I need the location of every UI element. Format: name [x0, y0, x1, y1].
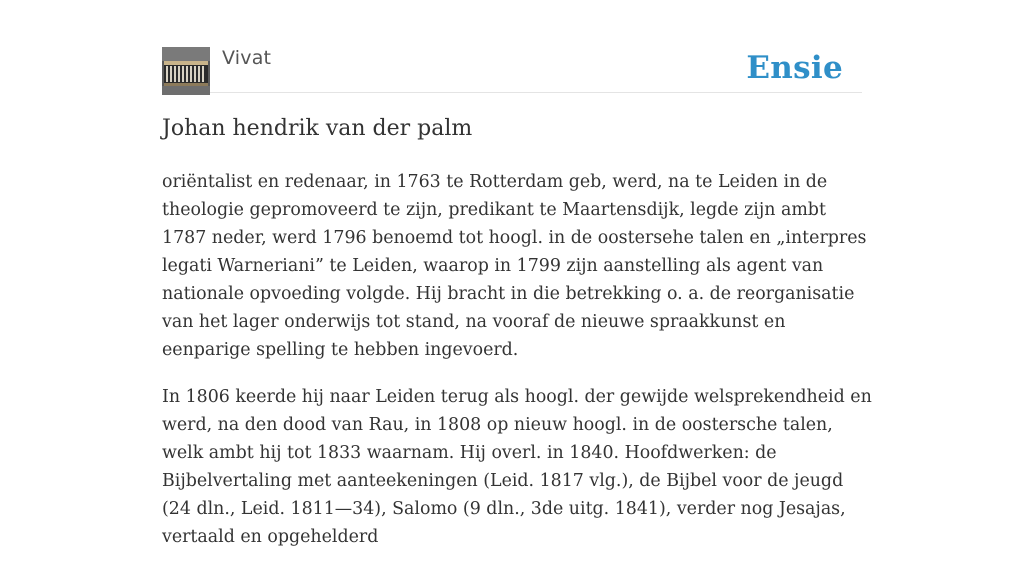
source-name[interactable]: Vivat — [222, 47, 272, 69]
page-title: Johan hendrik van der palm — [162, 116, 473, 141]
article-body — [162, 168, 872, 570]
brand-logo[interactable]: Ensie — [746, 50, 843, 86]
article-paragraph: In 1806 keerde hij naar Leiden terug als hoogl. der gewijde welsprekendheid en werd, na den dood van Rau, in 1808 op nieuw hoogl. in de oostersche talen, welk ambt hij tot 1833 waarnam. Hij overl. in 1840. Hoofdwerken: de Bijbelvertaling met aanteekeningen (Leid. 1817 vlg.), de Bijbel voor de jeugd (24 dln., Leid. 1811—34), Salomo (9 dln., 3de uitg. 1841), verder nog Jesajas, vertaald en opgehelderd — [162, 387, 872, 547]
header — [162, 46, 862, 93]
source-avatar[interactable] — [162, 47, 210, 95]
article-paragraph: oriëntalist en redenaar, in 1763 te Rotterdam geb, werd, na te Leiden in de theologie gepromoveerd te zijn, predikant te Maartensdijk, legde zijn ambt 1787 neder, werd 1796 benoemd tot hoogl. in de oostersehe talen en „interpres legati Warneriani” te Leiden, waarop in 1799 zijn aanstelling als agent van nationale opvoeding volgde. Hij bracht in die betrekking o. a. de reorganisatie van het lager onderwijs tot stand, na vooraf de nieuwe spraakkunst en eenparige spelling te hebben ingevoerd. — [162, 172, 867, 360]
book-shelf-avatar-icon — [162, 47, 210, 95]
